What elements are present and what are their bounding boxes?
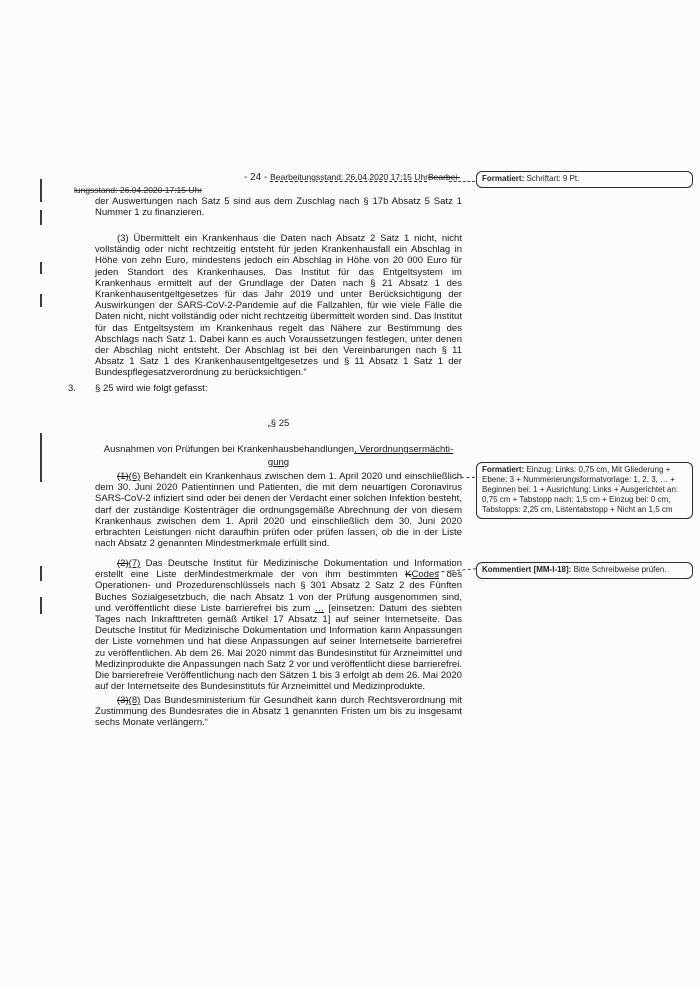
paragraph-abs3: (3) Übermittelt ein Krankenhaus die Daten nach Absatz 2 Satz 1 nicht, nicht vollständig oder nicht rechtzeitig entsteht für jeden Krankenhausfall ein Abschlag in Höhe von zehn Euro, mindestens jedoch ein Abschlag in Höhe von 20 000 Euro für jeden Standort des Krankenhauses. Das Institut für das Entgeltsystem im Krankenhaus ermittelt auf der Grundlage der Daten nach § 21 Absatz 1 des Krankenhausentgeltgesetzes für das Jahr 2019 und unter Berücksichtigung der Auswirkungen der SARS-CoV-2-Pandemie auf die Fallzahlen, für wie viele Fälle die Daten nicht, nicht vollständig oder nicht rechtzeitig übermittelt worden sind. Das Institut für das Entgeltsystem im Krankenhaus regelt das Nähere zur Bestimmung des Abschlags nach Satz 1. Dabei kann es auch Voraussetzungen festlegen, unter denen der Abschlag nicht entsteht. Der Abschlag ist bei den Vereinbarungen nach § 11 Absatz 1 Satz 1 des Krankenhausentgeltgesetzes und § 11 Absatz 1 Satz 1 der Bundespflegesatzverordnung zu berücksichtigen.“ [95, 233, 462, 379]
change-bar-marker [40, 262, 42, 274]
paragraph-abs7 [95, 558, 462, 692]
header-deleted-fragment: Bearbei- [427, 172, 461, 182]
comment-label: Formatiert: [482, 465, 525, 474]
paragraph-abs6 [95, 471, 462, 549]
paragraph-abs8 [95, 695, 462, 729]
page-header [244, 172, 460, 183]
section-label: „§ 25 [267, 418, 290, 429]
comment-text: Schriftart: 9 Pt. [526, 174, 580, 183]
section-title-normal: Ausnahmen von Prüfungen bei Krankenhausbehandlungen [103, 444, 355, 455]
comment-label: Kommentiert [MM-I-18]: [482, 565, 572, 574]
inserted-word: Codes [411, 569, 440, 581]
deleted-paragraph-number: (1) [117, 471, 129, 482]
paragraph-abs6-text: Behandelt ein Krankenhaus zwischen dem 1. April 2020 und einschließlich dem 30. Juni 2020 Patientinnen und Patienten, die mit dem neuartigen Coronavirus SARS-CoV-2 infiziert sind oder bei denen der Verdacht einer solchen Infektion besteht, darf der zuständige Kostenträger die ordnungsgemäße Abrechnung der von diesem Krankenhaus zwischen dem 1. April 2020 und einschließlich dem 30. Juni 2020 erbrachten Leistungen nicht daraufhin prüfen oder prüfen lassen, ob die in der Liste nach Absatz 2 genannten Mindestmerkmale erfüllt sind. [95, 471, 462, 550]
page-number: - 24 - [244, 172, 268, 183]
comment-text: Einzug: Links: 0,75 cm, Mit Gliederung + Ebene: 3 + Nummerierungsformatvorlage: 1, 2, 3, … + Beginnen bei: 1 + Ausrichtung: Links + Ausgerichtet an: 0,75 cm + Tabstopp nach: 1,5 cm + Einzug bei: 0 cm, Tabstopps: 2,25 cm, Listentabstopp + Nicht an 1,5 cm [482, 465, 679, 514]
change-bar-marker [40, 433, 42, 482]
deleted-letter: K [405, 569, 412, 581]
section-title [95, 443, 462, 469]
header-deleted-carryover: lungsstand: 26.04.2020 17:15 Uhr [74, 185, 203, 195]
inserted-paragraph-number: (6) [128, 471, 141, 482]
list-item-number: 3. [68, 383, 76, 394]
inserted-paragraph-number: (8) [128, 695, 141, 706]
change-bar-marker [40, 294, 42, 307]
paragraph-carryover: der Auswertungen nach Satz 5 sind aus dem Zuschlag nach § 17b Absatz 5 Satz 1 Nummer 1 zu finanzieren. [95, 196, 462, 219]
paragraph-abs7-text-3: [einsetzen: Datum des siebten Tages nach Inkrafttreten gemäß Artikel 17 Absatz 1] auf seiner Internetseite. Das Deutsche Institut für Medizinische Dokumentation und Information kann Anpassungen der Liste vornehmen und hat diese Anpassungen auf seiner Internetseite barrierefrei zu veröffentlichen. Ab dem 26. Mai 2020 nimmt das Bundesinstitut für Arzneimittel und Medizinprodukte die Anpassungen nach Satz 2 vor und veröffentlicht diese barrierefrei. Die barrierefreie Veröffentlichung nach den Sätzen 1 bis 3 erfolgt ab dem 26. Mai 2020 auf der Internetseite des Bundesinstituts für Arzneimittel und Medizinprodukte. [95, 602, 462, 693]
paragraph-abs7-text-1: Das Deutsche Institut für Medizinische Dokumentation und Information erstellt eine Liste derMindestmerkmale der von ihm bestimmten [95, 558, 462, 581]
header-inserted-status: Bearbeitungsstand: 26.04.2020 17:15 Uhr [270, 172, 428, 182]
deleted-paragraph-number: (3) [117, 695, 129, 706]
comment-box-formatted-indent [476, 462, 693, 519]
comment-label: Formatiert: [482, 174, 525, 183]
comment-box-formatted-font [476, 171, 693, 188]
deleted-paragraph-number: (2) [117, 558, 129, 569]
comment-leader-line [449, 181, 475, 182]
change-bar-marker [40, 566, 42, 581]
change-bar-marker [40, 210, 42, 225]
list-item-text: § 25 wird wie folgt gefasst: [95, 383, 208, 394]
comment-box-review-note [476, 562, 693, 579]
inserted-paragraph-number: (7) [128, 558, 141, 569]
change-bar-marker [40, 597, 42, 614]
comment-leader-line [455, 477, 475, 478]
section-title-inserted-cont: gung [267, 457, 290, 468]
comment-text: Bitte Schreibweise prüfen. [573, 565, 667, 574]
paragraph-abs7-text-2: des Operationen- und Prozedurenschlüssels nach § 301 Absatz 2 Satz 2 des Fünften Buches Sozialgesetzbuch, die nach Absatz 1 von der Prüfung ausgenommen sind, und veröffentlicht diese Liste barrierefrei bis zum [95, 569, 462, 614]
paragraph-abs8-text: Das Bundesministerium für Gesundheit kann durch Rechtsverordnung mit Zustimmung des Bundesrates die in Absatz 1 genannten Fristen um bis zu insgesamt sechs Monate verlängern.“ [95, 695, 462, 729]
inserted-date-placeholder: … [314, 602, 325, 614]
change-bar-marker [40, 179, 42, 202]
section-title-inserted: , Verordnungsermächti- [354, 444, 454, 455]
